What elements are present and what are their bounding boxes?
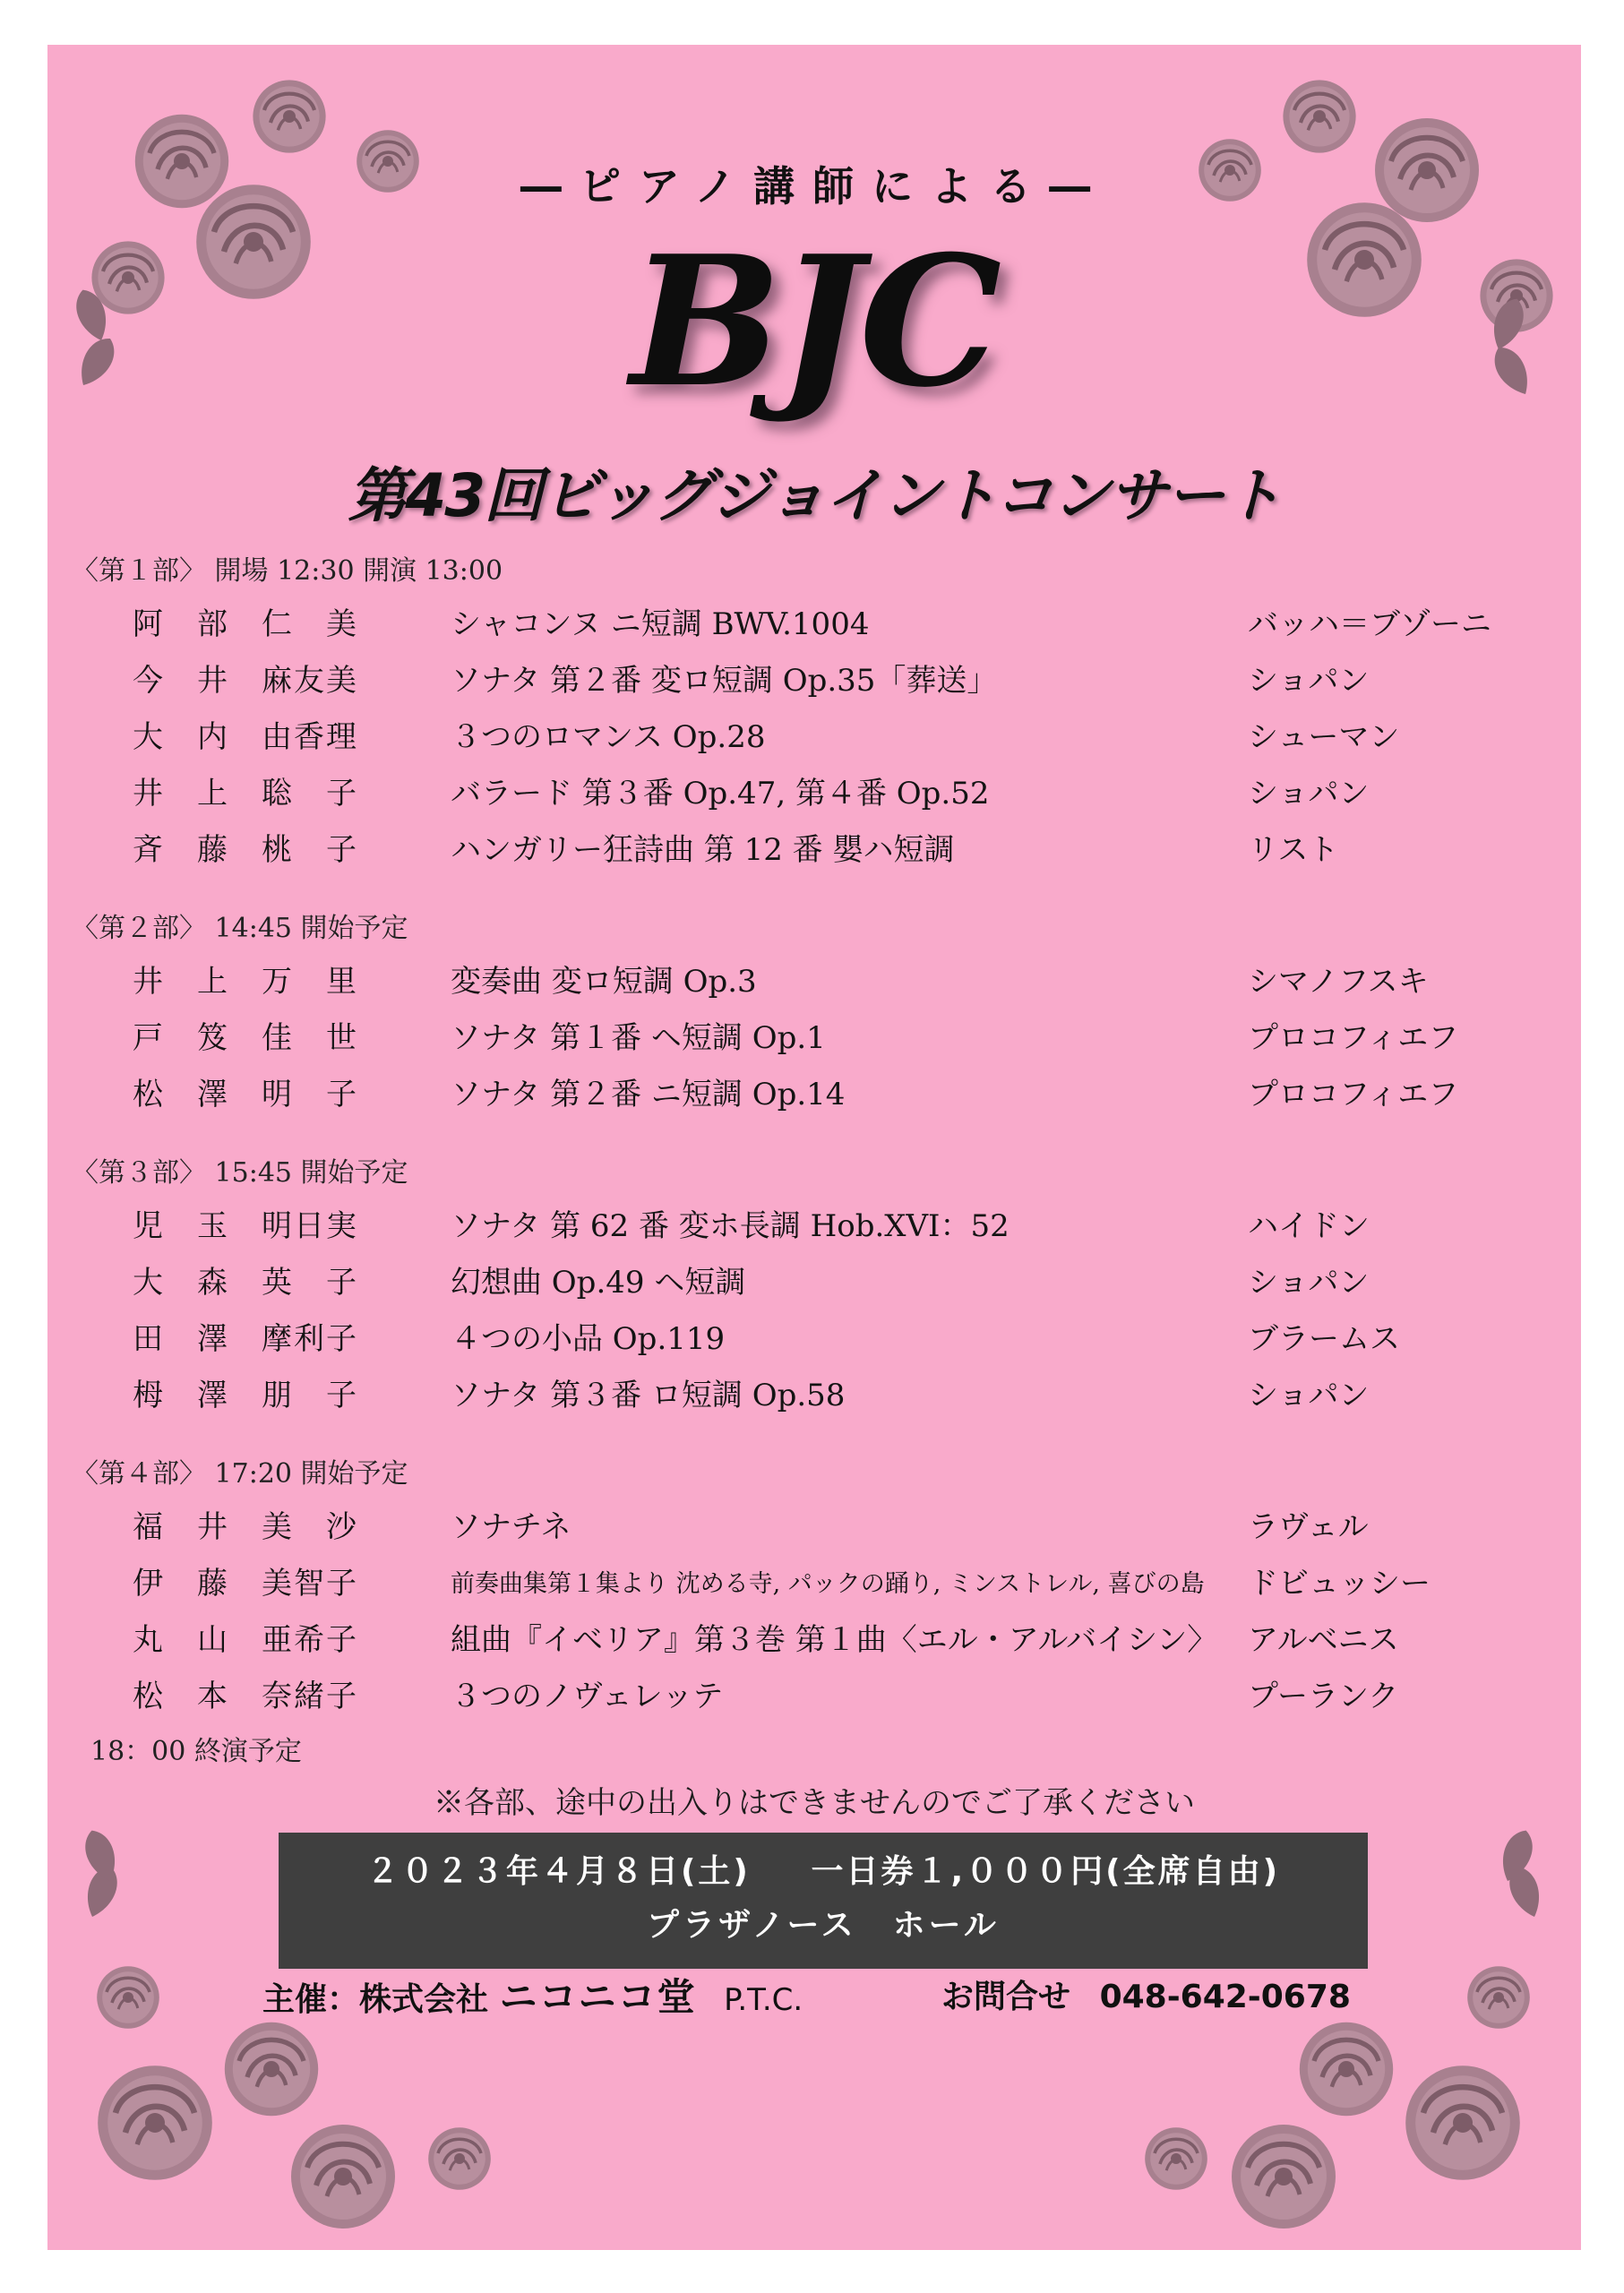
composer: アルベニス — [1248, 1622, 1399, 1658]
composer: プロコフィエフ — [1248, 1020, 1459, 1056]
composer: ドビュッシー — [1248, 1566, 1431, 1602]
composer: ショパン — [1248, 776, 1370, 812]
program-row — [47, 822, 1581, 879]
program-row — [47, 1010, 1581, 1067]
work: ソナタ 第２番 変ロ短調 Op.35「葬送」 — [451, 663, 998, 699]
end-time: 18：00 終演予定 — [90, 1736, 302, 1767]
part-header: 〈第４部〉 17:20 開始予定 — [72, 1458, 408, 1490]
company-name: ニコニコ堂 — [499, 1975, 697, 2019]
event-info-box — [279, 1833, 1368, 1969]
footer — [47, 1971, 1581, 2024]
contact — [941, 1971, 1351, 2024]
performer: 栂 澤 朋 子 — [133, 1378, 358, 1413]
work: シャコンヌ ニ短調 BWV.1004 — [451, 606, 870, 642]
ticket-price: 一日券１,０００円(全席自由) — [811, 1853, 1281, 1890]
program-row — [47, 1368, 1581, 1424]
contact-label: お問合せ — [941, 1979, 1071, 2015]
performer: 児 玉 明日実 — [133, 1208, 358, 1244]
work: ソナタ 第３番 ロ短調 Op.58 — [451, 1378, 846, 1413]
performer: 井 上 聡 子 — [133, 776, 358, 812]
composer: ラヴェル — [1248, 1509, 1369, 1545]
composer: プロコフィエフ — [1248, 1077, 1459, 1112]
performer: 福 井 美 沙 — [133, 1509, 358, 1545]
event-date: ２０２３年４月８日(土) — [365, 1853, 751, 1890]
program-row — [47, 709, 1581, 766]
performer: 大 内 由香理 — [133, 719, 358, 755]
composer: ブラームス — [1248, 1321, 1400, 1357]
organizer-label: 主催：株式会社 — [262, 1981, 489, 2018]
performer: 今 井 麻友美 — [133, 663, 358, 699]
performer: 阿 部 仁 美 — [133, 606, 358, 642]
composer: ハイドン — [1248, 1208, 1370, 1244]
part-header: 〈第１部〉 開場 12:30 開演 13:00 — [72, 555, 503, 587]
composer: シューマン — [1248, 719, 1400, 755]
date-ticket-line — [279, 1833, 1368, 1899]
performer: 大 森 英 子 — [133, 1265, 358, 1301]
program-row — [47, 1669, 1581, 1725]
performer: 斉 藤 桃 子 — [133, 832, 358, 868]
performer: 松 本 奈緒子 — [133, 1679, 358, 1714]
performer: 伊 藤 美智子 — [133, 1566, 358, 1602]
work: 組曲『イベリア』第３巻 第１曲〈エル・アルバイシン〉 — [451, 1622, 1218, 1658]
work: ハンガリー狂詩曲 第 12 番 嬰ハ短調 — [451, 832, 955, 868]
part-header: 〈第２部〉 14:45 開始予定 — [72, 913, 408, 944]
concert-title: 第43回ビッグジョイントコンサート — [348, 461, 1281, 530]
venue: プラザノース ホール — [647, 1907, 1000, 1944]
composer: ショパン — [1248, 663, 1370, 699]
composer: ショパン — [1248, 1265, 1370, 1301]
work: ソナタ 第２番 ニ短調 Op.14 — [451, 1077, 846, 1112]
company-suffix: P.T.C. — [724, 1982, 803, 2018]
part-header: 〈第３部〉 15:45 開始予定 — [72, 1157, 408, 1189]
performer: 丸 山 亜希子 — [133, 1622, 358, 1658]
program — [47, 546, 1581, 1750]
performer: 松 澤 明 子 — [133, 1077, 358, 1112]
program-row — [47, 954, 1581, 1010]
performer: 田 澤 摩利子 — [133, 1321, 358, 1357]
program-row — [47, 597, 1581, 653]
work: ３つのノヴェレッテ — [451, 1679, 724, 1714]
work: ４つの小品 Op.119 — [451, 1321, 726, 1357]
phone-number: 048-642-0678 — [1099, 1979, 1351, 2015]
composer: バッハ＝ブゾーニ — [1248, 606, 1491, 642]
composer: リスト — [1248, 832, 1339, 868]
part-4 — [47, 1449, 1581, 1725]
concert-poster — [47, 45, 1581, 2250]
program-row — [47, 1499, 1581, 1556]
work: ３つのロマンス Op.28 — [451, 719, 766, 755]
program-row — [47, 1556, 1581, 1612]
program-row — [47, 653, 1581, 709]
composer: ショパン — [1248, 1378, 1370, 1413]
work: ソナチネ — [451, 1509, 571, 1545]
composer: シマノフスキ — [1248, 964, 1429, 1000]
work: ソナタ 第１番 ヘ短調 Op.1 — [451, 1020, 826, 1056]
program-row — [47, 1255, 1581, 1311]
organizer — [262, 1971, 803, 2027]
performer: 井 上 万 里 — [133, 964, 358, 1000]
program-row — [47, 1612, 1581, 1669]
work: 変奏曲 変ロ短調 Op.3 — [451, 964, 757, 1000]
part-1 — [47, 546, 1581, 879]
work: 前奏曲集第１集より 沈める寺, パックの踊り, ミンストレル, 喜びの島 — [451, 1570, 1205, 1598]
program-row — [47, 1067, 1581, 1123]
program-row — [47, 1198, 1581, 1255]
work: バラード 第３番 Op.47, 第４番 Op.52 — [451, 776, 990, 812]
work: ソナタ 第 62 番 変ホ長調 Hob.XVI：52 — [451, 1208, 1010, 1244]
subtitle: ―ピアノ講師による― — [520, 162, 1109, 210]
part-2 — [47, 904, 1581, 1123]
composer: プーランク — [1248, 1679, 1399, 1714]
program-row — [47, 1311, 1581, 1368]
notice: ※各部、途中の出入りはできませんのでご了承ください — [434, 1785, 1195, 1821]
bjc-logo: BJC — [630, 217, 999, 427]
work: 幻想曲 Op.49 ヘ短調 — [451, 1265, 746, 1301]
part-3 — [47, 1148, 1581, 1424]
program-row — [47, 766, 1581, 822]
performer: 戸 笈 佳 世 — [133, 1020, 358, 1056]
